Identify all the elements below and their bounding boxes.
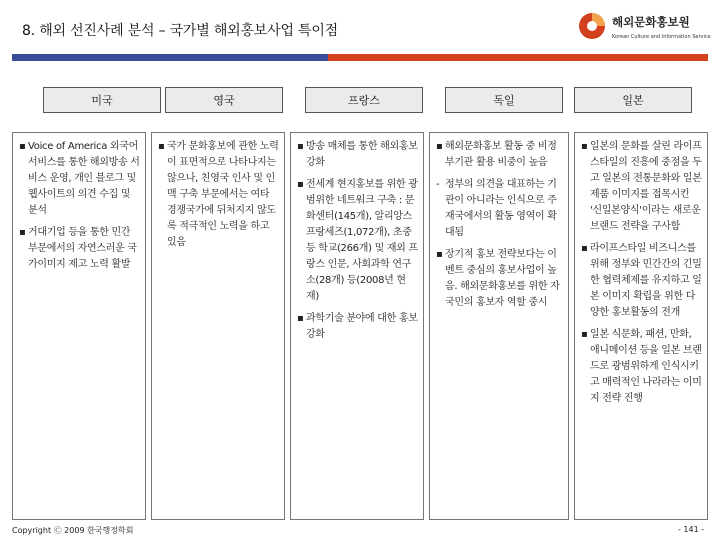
- list-item: [436, 177, 563, 241]
- list-item: [297, 311, 418, 343]
- bullet-marker: ▪: [436, 141, 443, 152]
- bullet-marker: ▪: [581, 329, 588, 340]
- logo-emblem-icon: [578, 12, 606, 40]
- column-germany: [429, 132, 569, 520]
- bullet-marker: ▪: [297, 141, 304, 152]
- column-header-japan: 일본: [574, 87, 692, 113]
- item-text: 정부의 의견을 대표하는 기관이 아니라는 인식으로 주재국에서의 활동 영역이 확대됨: [445, 179, 557, 238]
- dash-marker: -: [436, 179, 440, 190]
- bullet-marker: ▪: [297, 179, 304, 190]
- list-item: [297, 177, 418, 305]
- column-japan: [574, 132, 708, 520]
- column-header-germany: 독일: [445, 87, 563, 113]
- column-header-usa: 미국: [43, 87, 161, 113]
- list-item: [436, 139, 563, 171]
- list-item: [436, 247, 563, 311]
- list-item: [19, 225, 140, 273]
- item-text: 국가 문화홍보에 관한 노력이 표면적으로 나타나지는 않으나, 친영국 인사 및 인맥 구축 부문에서는 여타 경쟁국가에 뒤처지지 않도록 적극적인 노력을 하고 있음: [167, 141, 279, 248]
- logo-subtitle: Korean Culture and Information Service: [612, 34, 711, 40]
- column-header-france: 프랑스: [305, 87, 423, 113]
- bullet-marker: ▪: [581, 141, 588, 152]
- column-uk: [151, 132, 285, 520]
- bullet-marker: ▪: [158, 141, 165, 152]
- item-text: 라이프스타일 비즈니스를 위해 정부와 민간간의 긴밀한 협력체제를 유지하고 일본 이미지 확립을 위한 다양한 홍보활동의 전개: [590, 243, 702, 318]
- item-text: 해외문화홍보 활동 중 비정부기관 활용 비중이 높음: [445, 141, 557, 168]
- item-text: Voice of America 외국어 서비스를 통한 해외방송 서비스 운영, 개인 블로그 및 웹사이트의 의견 수집 및 분석: [28, 141, 140, 216]
- page-number: - 141 -: [678, 525, 705, 534]
- column-usa: [12, 132, 146, 520]
- list-item: [297, 139, 418, 171]
- item-text: 일본 식문화, 패션, 만화, 애니메이션 등을 일본 브랜드로 광범위하게 인식시키고 매력적인 나라라는 이미지 전략 진행: [590, 329, 702, 404]
- item-text: 거대기업 등을 통한 민간 부문에서의 자연스러운 국가이미지 제고 노력 활발: [28, 227, 137, 270]
- bullet-marker: ▪: [297, 313, 304, 324]
- item-text: 일본의 문화를 살린 라이프 스타일의 진흥에 중점을 두고 일본의 전통문화와 일본 제품 이미지를 접목시킨 '신일본양식'이라는 새로운 브랜드 전략을 구사함: [590, 141, 702, 232]
- list-item: [581, 327, 702, 407]
- bullet-marker: ▪: [581, 243, 588, 254]
- bullet-marker: ▪: [436, 249, 443, 260]
- list-item: [19, 139, 140, 219]
- page-title: 8. 해외 선진사례 분석 – 국가별 해외홍보사업 특이점: [22, 23, 338, 39]
- bullet-marker: ▪: [19, 141, 26, 152]
- item-text: 전세계 현지홍보를 위한 광범위한 네트워크 구축 : 문화센터(145개), 알리앙스 프랑세즈(1,072개), 초중등 학교(266개) 및 재외 프랑스 인문, 사회과학 연구소(28개) 등(2008년 현재): [306, 179, 418, 302]
- list-item: [581, 139, 702, 235]
- header-rule-blue: [12, 54, 328, 61]
- organization-logo: [578, 10, 711, 50]
- list-item: [581, 241, 702, 321]
- column-header-uk: 영국: [165, 87, 283, 113]
- column-france: [290, 132, 424, 520]
- copyright-text: Copyright Ⓒ 2009 한국행정학회: [12, 526, 134, 535]
- item-text: 과학기술 분야에 대한 홍보 강화: [306, 313, 418, 340]
- item-text: 장기적 홍보 전략보다는 이벤트 중심의 홍보사업이 높음. 해외문화홍보를 위한 자국민의 홍보자 역할 중시: [445, 249, 560, 308]
- item-text: 방송 매체를 통한 해외홍보 강화: [306, 141, 418, 168]
- header-rule-red: [328, 54, 708, 61]
- bullet-marker: ▪: [19, 227, 26, 238]
- logo-name: 해외문화홍보원: [612, 15, 690, 29]
- list-item: [158, 139, 279, 251]
